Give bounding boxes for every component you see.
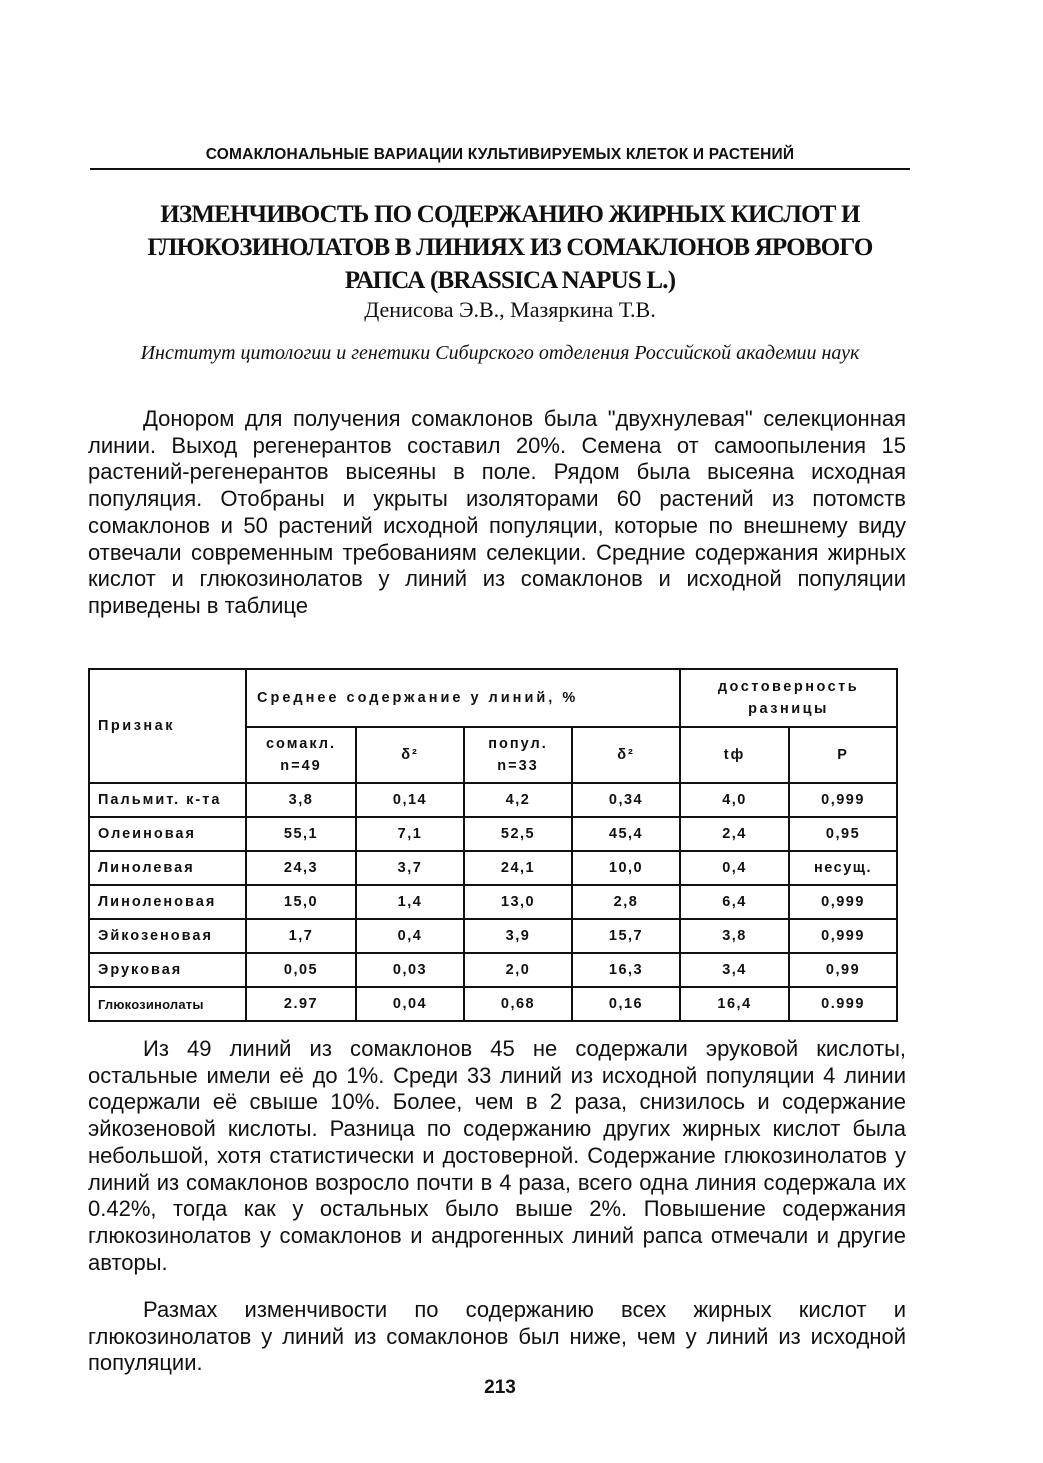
table-row (89, 919, 897, 953)
title-line: ГЛЮКОЗИНОЛАТОВ В ЛИНИЯХ ИЗ СОМАКЛОНОВ ЯРОВОГО (147, 234, 873, 261)
cell-t-value: 3,4 (680, 953, 789, 987)
cell-somacl: 1,7 (246, 919, 356, 953)
cell-trait: Пальмит. к-та (89, 783, 246, 817)
cell-trait: Эруковая (89, 953, 246, 987)
table-row (89, 885, 897, 919)
header-p-value: P (789, 727, 897, 783)
cell-t-value: 2,4 (680, 817, 789, 851)
header-somacl: сомакл. n=49 (246, 727, 356, 783)
cell-variance-somacl: 3,7 (356, 851, 464, 885)
cell-variance-popul: 15,7 (572, 919, 680, 953)
cell-somacl: 3,8 (246, 783, 356, 817)
cell-trait: Линолевая (89, 851, 246, 885)
running-head: СОМАКЛОНАЛЬНЫЕ ВАРИАЦИИ КУЛЬТИВИРУЕМЫХ КЛЕТОК И РАСТЕНИЙ (205, 146, 795, 163)
paragraph-intro: Донором для получения сомаклонов была "двухнулевая" селекционная линии. Выход регенерантов составил 20%. Семена от самоопыления 15 растений-регенерантов высеяны в поле. Рядом была высеяна исходная популяция. Отобраны и укрыты изоляторами 60 растений из потомств сомаклонов и 50 растений исходной популяции, которые по внешнему виду отвечали современным требованиям селекции. Средние содержания жирных кислот и глюкозинолатов у линий из сомаклонов и исходной популяции приведены в таблице (88, 406, 906, 618)
cell-popul: 4,2 (464, 783, 572, 817)
cell-somacl: 15,0 (246, 885, 356, 919)
cell-trait: Линоленовая (89, 885, 246, 919)
cell-t-value: 0,4 (680, 851, 789, 885)
cell-popul: 13,0 (464, 885, 572, 919)
header-significance: достоверность разницы (680, 669, 897, 727)
affiliation: Институт цитологии и генетики Сибирского отделения Российской академии наук (140, 342, 860, 364)
cell-popul: 24,1 (464, 851, 572, 885)
cell-somacl: 55,1 (246, 817, 356, 851)
cell-t-value: 4,0 (680, 783, 789, 817)
header-rule (90, 168, 910, 170)
cell-variance-somacl: 0,4 (356, 919, 464, 953)
cell-somacl: 2.97 (246, 987, 356, 1021)
cell-variance-somacl: 7,1 (356, 817, 464, 851)
cell-variance-somacl: 0,04 (356, 987, 464, 1021)
header-mean-content: Среднее содержание у линий, % (246, 669, 680, 727)
cell-p-value: несущ. (789, 851, 897, 885)
table-row (89, 783, 897, 817)
header-variance-somacl: δ² (356, 727, 464, 783)
table-row (89, 851, 897, 885)
cell-trait: Глюкозинолаты (89, 987, 246, 1021)
cell-p-value: 0.999 (789, 987, 897, 1021)
cell-variance-popul: 10,0 (572, 851, 680, 885)
header-t-value: tф (680, 727, 789, 783)
cell-variance-popul: 45,4 (572, 817, 680, 851)
cell-t-value: 16,4 (680, 987, 789, 1021)
cell-somacl: 0,05 (246, 953, 356, 987)
cell-t-value: 6,4 (680, 885, 789, 919)
cell-trait: Эйкозеновая (89, 919, 246, 953)
cell-variance-popul: 0,34 (572, 783, 680, 817)
header-trait: Признак (89, 669, 246, 783)
cell-p-value: 0,95 (789, 817, 897, 851)
authors: Денисова Э.В., Мазяркина Т.В. (364, 297, 656, 322)
cell-t-value: 3,8 (680, 919, 789, 953)
cell-popul: 2,0 (464, 953, 572, 987)
table-row (89, 987, 897, 1021)
cell-variance-popul: 16,3 (572, 953, 680, 987)
cell-p-value: 0,999 (789, 919, 897, 953)
cell-variance-popul: 0,16 (572, 987, 680, 1021)
cell-somacl: 24,3 (246, 851, 356, 885)
title-line: ИЗМЕНЧИВОСТЬ ПО СОДЕРЖАНИЮ ЖИРНЫХ КИСЛОТ И (160, 201, 860, 228)
article-title (110, 198, 910, 297)
title-line: РАПСА (BRASSICA NAPUS L.) (344, 267, 676, 294)
cell-variance-somacl: 1,4 (356, 885, 464, 919)
cell-p-value: 0,99 (789, 953, 897, 987)
cell-popul: 52,5 (464, 817, 572, 851)
cell-variance-somacl: 0,14 (356, 783, 464, 817)
page-number: 213 (484, 1377, 516, 1398)
cell-popul: 0,68 (464, 987, 572, 1021)
paragraph-conclusion: Размах изменчивости по содержанию всех жирных кислот и глюкозинолатов у линий из сомаклонов был ниже, чем у линий из исходной популяции. (88, 1297, 906, 1376)
cell-p-value: 0,999 (789, 783, 897, 817)
header-popul: попул. n=33 (464, 727, 572, 783)
results-table-wrapper (88, 668, 896, 1022)
table-row (89, 953, 897, 987)
cell-variance-somacl: 0,03 (356, 953, 464, 987)
cell-trait: Олеиновая (89, 817, 246, 851)
results-table (88, 668, 898, 1022)
paragraph-results: Из 49 линий из сомаклонов 45 не содержали эруковой кислоты, остальные имели её до 1%. Среди 33 линий из исходной популяции 4 линии содержали её свыше 10%. Более, чем в 2 раза, снизилось и содержание эйкозеновой кислоты. Разница по содержанию других жирных кислот была небольшой, хотя статистически и достоверной. Содержание глюкозинолатов у линий из сомаклонов возросло почти в 4 раза, всего одна линия содержала их 0.42%, тогда как у остальных было выше 2%. Повышение содержания глюкозинолатов у сомаклонов и андрогенных линий рапса отмечали и другие авторы. (88, 1036, 906, 1275)
cell-popul: 3,9 (464, 919, 572, 953)
cell-variance-popul: 2,8 (572, 885, 680, 919)
cell-p-value: 0,999 (789, 885, 897, 919)
table-row (89, 817, 897, 851)
header-variance-popul: δ² (572, 727, 680, 783)
